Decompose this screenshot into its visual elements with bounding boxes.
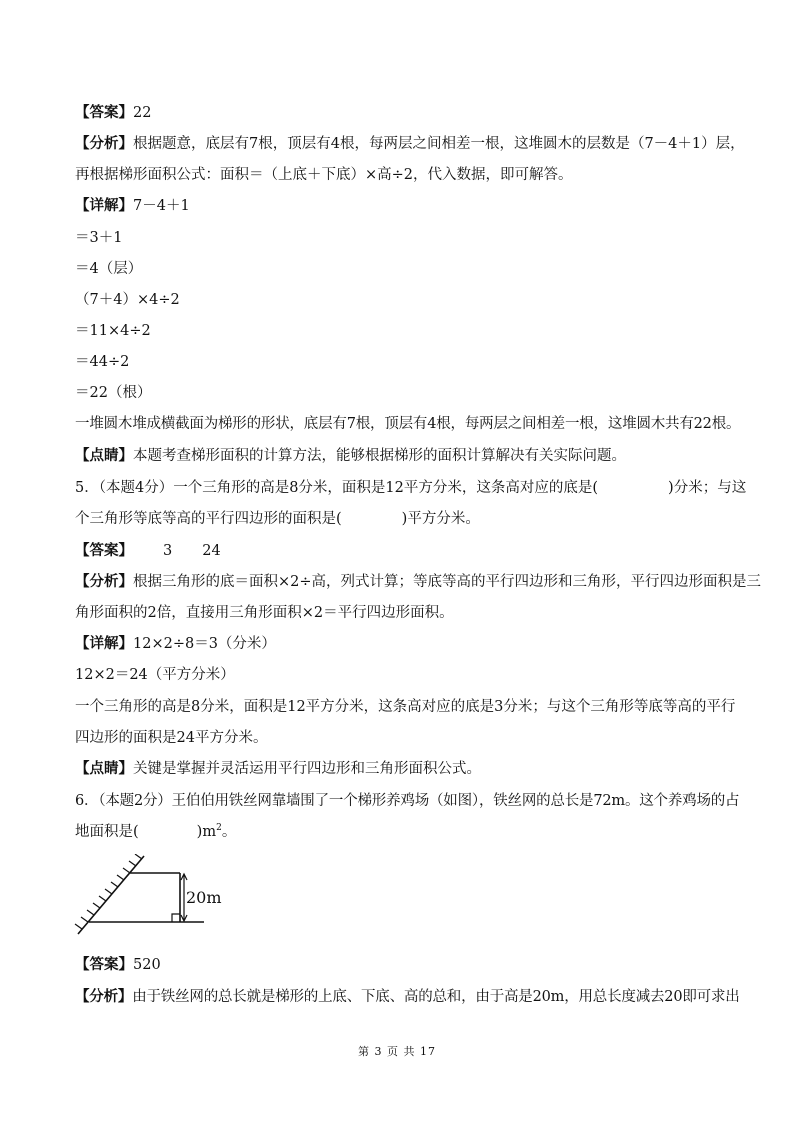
answer-tag: 【答案】 [75,956,133,973]
q4-detail-line-2: ＝3＋1 [75,230,123,246]
page-footer: 第 3 页 共 17 [358,1045,436,1058]
q4-conclusion: 一堆圆木堆成横截面为梯形的形状，底层有7根，顶层有4根，每两层之间相差一根，这堆圆木共有22根。 [75,416,741,432]
analysis-tag: 【分析】 [75,988,133,1005]
detail-tag: 【详解】 [75,197,133,214]
q6-stem-line-2: 地面积是( )$m^2$。 [75,823,237,840]
q4-detail-line-7: ＝22（根） [75,385,152,401]
q4-analysis-line-2: 再根据梯形面积公式：面积＝（上底＋下底）×高÷2，代入数据，即可解答。 [75,167,573,183]
q5-comment-line: 【点睛】关键是掌握并灵活运用平行四边形和三角形面积公式。 [75,760,481,777]
detail-tag: 【详解】 [75,635,133,652]
q4-detail-line-3: ＝4（层） [75,261,143,277]
q4-answer-value: 22 [133,105,152,121]
q5-answer-2: 24 [202,543,221,559]
q4-detail-line-6: ＝44÷2 [75,354,130,370]
analysis-tag: 【分析】 [75,573,133,590]
q6-answer-line [75,955,725,975]
q4-detail-line-1: 【详解】7－4＋1 [75,197,190,214]
q4-comment-line: 【点睛】本题考查梯形面积的计算方法，能够根据梯形的面积计算解决有关实际问题。 [75,447,626,464]
q5-detail-line-2: 12×2＝24（平方分米） [75,667,235,683]
answer-tag: 【答案】 [75,104,133,121]
analysis-tag: 【分析】 [75,135,133,152]
q6-stem-line-1: 6．（本题2分）王伯伯用铁丝网靠墙围了一个梯形养鸡场（如图），铁丝网的总长是72m。这个养鸡场的占 [75,793,740,809]
q5-detail-line-1: 【详解】12×2÷8＝3（分米） [75,635,276,652]
q5-stem-line-2: 个三角形等底等高的平行四边形的面积是( )平方分米。 [75,511,480,527]
q6-analysis-line-1: 【分析】由于铁丝网的总长就是梯形的上底、下底、高的总和，由于高是20m，用总长度减去20即可求出 [75,988,740,1005]
q4-detail-line-5: ＝11×4÷2 [75,323,151,339]
figure-height-label: 20m [186,888,222,907]
q5-answer-line [75,541,725,561]
q5-conclusion-line-1: 一个三角形的高是8分米，面积是12平方分米，这条高对应的底是3分米；与这个三角形等底等高的平行 [75,699,736,715]
q4-answer-line [75,103,725,123]
wall-hatching [75,854,142,929]
q5-stem-line-1: 5．（本题4分）一个三角形的高是8分米，面积是12平方分米，这条高对应的底是( )分米；与这 [75,480,747,496]
comment-tag: 【点睛】 [75,447,133,464]
answer-tag: 【答案】 [75,542,133,559]
q5-answer-1: 3 [163,543,173,559]
q6-answer-value: 520 [133,957,161,973]
q4-detail-line-4: （7＋4）×4÷2 [75,292,180,308]
comment-tag: 【点睛】 [75,760,133,777]
q5-analysis-line-1: 【分析】根据三角形的底＝面积×2÷高，列式计算；等底等高的平行四边形和三角形，平行四边形面积是三 [75,573,762,590]
trapezoid-chicken-coop-figure [74,854,224,940]
q4-analysis-line-1: 【分析】根据题意，底层有7根，顶层有4根，每两层之间相差一根，这堆圆木的层数是（7－4＋1）层， [75,135,745,152]
q5-analysis-line-2: 角形面积的2倍，直接用三角形面积×2＝平行四边形面积。 [75,605,454,621]
q5-conclusion-line-2: 四边形的面积是24平方分米。 [75,730,268,746]
right-angle-mark [172,914,180,922]
